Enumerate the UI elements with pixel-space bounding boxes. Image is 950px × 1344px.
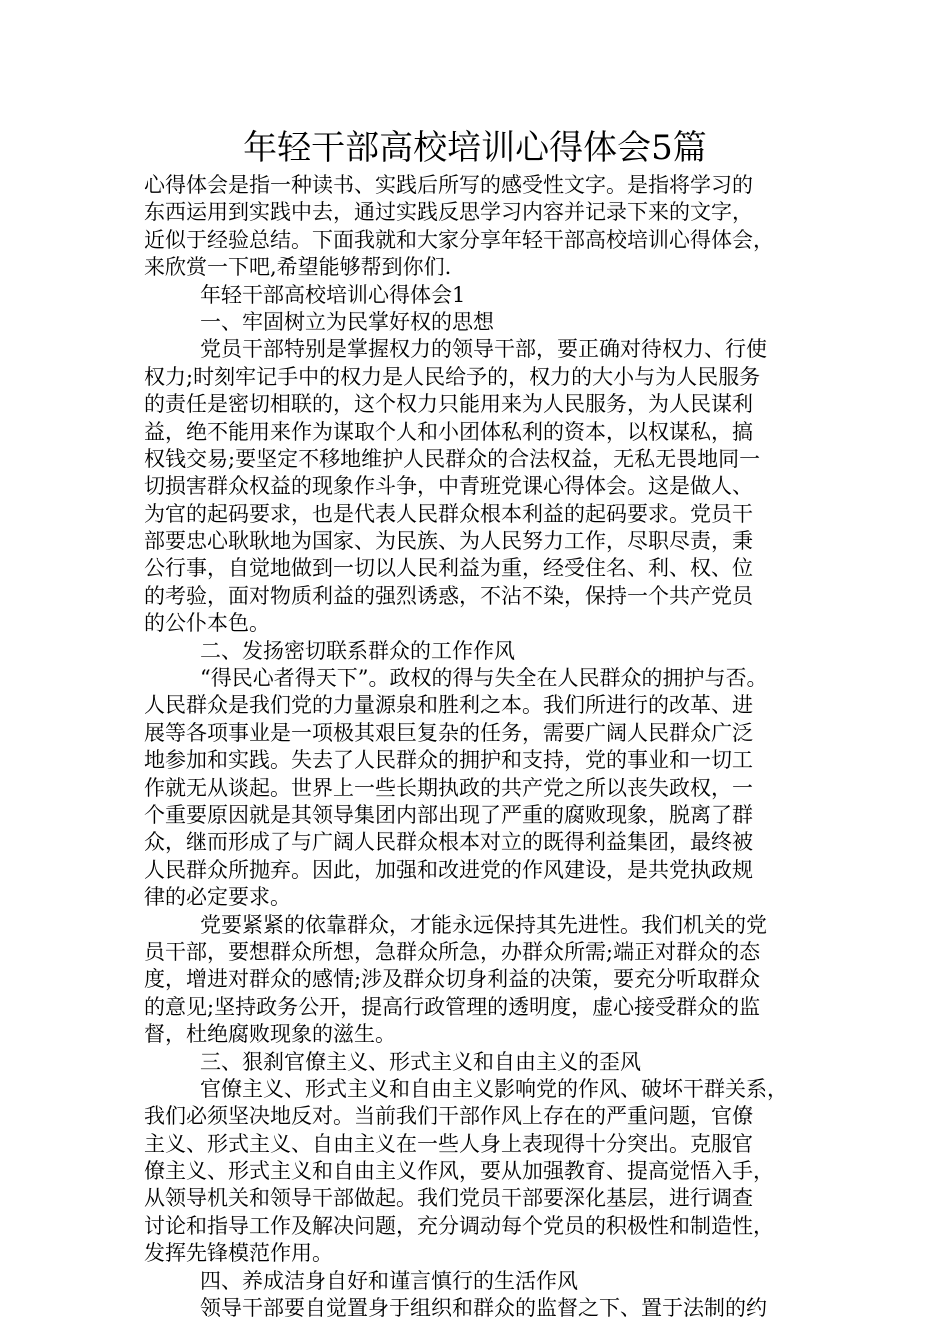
body-text-line: 僚主义、形式主义和自由主义作风，要从加强教育、提高觉悟入手， [144,1159,774,1184]
body-text-line: 三、狠刹官僚主义、形式主义和自由主义的歪风 [200,1049,641,1074]
body-text-line: 的公仆本色。 [144,611,270,636]
body-text-line: 官僚主义、形式主义和自由主义影响党的作风、破坏干群关系， [200,1076,788,1101]
body-text-line: “得民心者得天下”。政权的得与失全在人民群众的拥护与否。 [200,666,768,691]
body-text-line: 主义、形式主义、自由主义在一些人身上表现得十分突出。克服官 [144,1131,753,1156]
body-text-line: 督，杜绝腐败现象的滋生。 [144,1022,396,1047]
body-text-line: 律的必定要求。 [144,885,291,910]
body-text-line: 个重要原因就是其领导集团内部出现了严重的腐败现象，脱离了群 [144,802,753,827]
body-text-line: 人民群众是我们党的力量源泉和胜利之本。我们所进行的改革、进 [144,693,753,718]
body-text-line: 领导干部要自觉置身于组织和群众的监督之下、置于法制的约 [200,1296,767,1321]
body-text-line: 展等各项事业是一项极其艰巨复杂的任务，需要广阔人民群众广泛 [144,720,753,745]
body-text-line: 发挥先锋模范作用。 [144,1241,333,1266]
body-text-line: 益，绝不能用来作为谋取个人和小团体私利的资本，以权谋私，搞 [144,419,753,444]
body-text-line: 众，继而形成了与广阔人民群众根本对立的既得利益集团，最终被 [144,830,753,855]
body-text-line: 员干部，要想群众所想，急群众所急，办群众所需;端正对群众的态 [144,939,761,964]
body-text-line: 讨论和指导工作及解决问题，充分调动每个党员的积极性和制造性， [144,1213,774,1238]
body-text-line: 我们必须坚决地反对。当前我们干部作风上存在的严重问题，官僚 [144,1104,753,1129]
document-title: 年轻干部高校培训心得体会5篇 [243,128,707,168]
body-text-line: 权钱交易;要坚定不移地维护人民群众的合法权益，无私无畏地同一 [144,446,761,471]
body-text-line: 地参加和实践。失去了人民群众的拥护和支持，党的事业和一切工 [144,748,753,773]
body-text-line: 年轻干部高校培训心得体会1 [200,282,466,307]
body-text-line: 的意见;坚持政务公开，提高行政管理的透明度，虚心接受群众的监 [144,994,761,1019]
body-text-line: 公行事，自觉地做到一切以人民利益为重，经受住名、利、权、位 [144,556,753,581]
body-text-line: 心得体会是指一种读书、实践后所写的感受性文字。是指将学习的 [144,173,753,197]
body-text-line: 党要紧紧的依靠群众，才能永远保持其先进性。我们机关的党 [200,912,767,937]
body-text-line: 权力;时刻牢记手中的权力是人民给予的，权力的大小与为人民服务 [144,364,761,389]
document-body [144,172,824,1322]
body-text-line: 一、牢固树立为民掌好权的思想 [200,309,494,334]
body-text-line: 从领导机关和领导干部做起。我们党员干部要深化基层，进行调查 [144,1186,753,1211]
body-text-line: 的责任是密切相联的，这个权力只能用来为人民服务，为人民谋利 [144,392,753,417]
body-text-line: 度，增进对群众的感情;涉及群众切身利益的决策，要充分听取群众 [144,967,761,992]
body-text-line: 党员干部特别是掌握权力的领导干部，要正确对待权力、行使 [200,337,767,362]
body-text-line: 东西运用到实践中去，通过实践反思学习内容并记录下来的文字， [144,200,753,225]
body-text-line: 近似于经验总结。下面我就和大家分享年轻干部高校培训心得体会， [144,227,774,252]
body-text-line: 来欣赏一下吧,希望能够帮到你们. [144,255,452,280]
body-text-line: 作就无从谈起。世界上一些长期执政的共产党之所以丧失政权，一 [144,775,753,800]
body-text-line: 的考验，面对物质利益的强烈诱惑，不沾不染，保持一个共产党员 [144,583,753,608]
body-text-line: 为官的起码要求，也是代表人民群众根本利益的起码要求。党员干 [144,501,753,526]
body-text-line: 人民群众所抛弃。因此，加强和改进党的作风建设，是共党执政规 [144,857,753,882]
body-text-line: 部要忠心耿耿地为国家、为民族、为人民努力工作，尽职尽责，秉 [144,529,753,554]
body-text-line: 切损害群众权益的现象作斗争，中青班党课心得体会。这是做人、 [144,474,753,499]
body-text-line: 四、养成洁身自好和谨言慎行的生活作风 [200,1268,578,1293]
body-text-line: 二、发扬密切联系群众的工作作风 [200,638,515,663]
